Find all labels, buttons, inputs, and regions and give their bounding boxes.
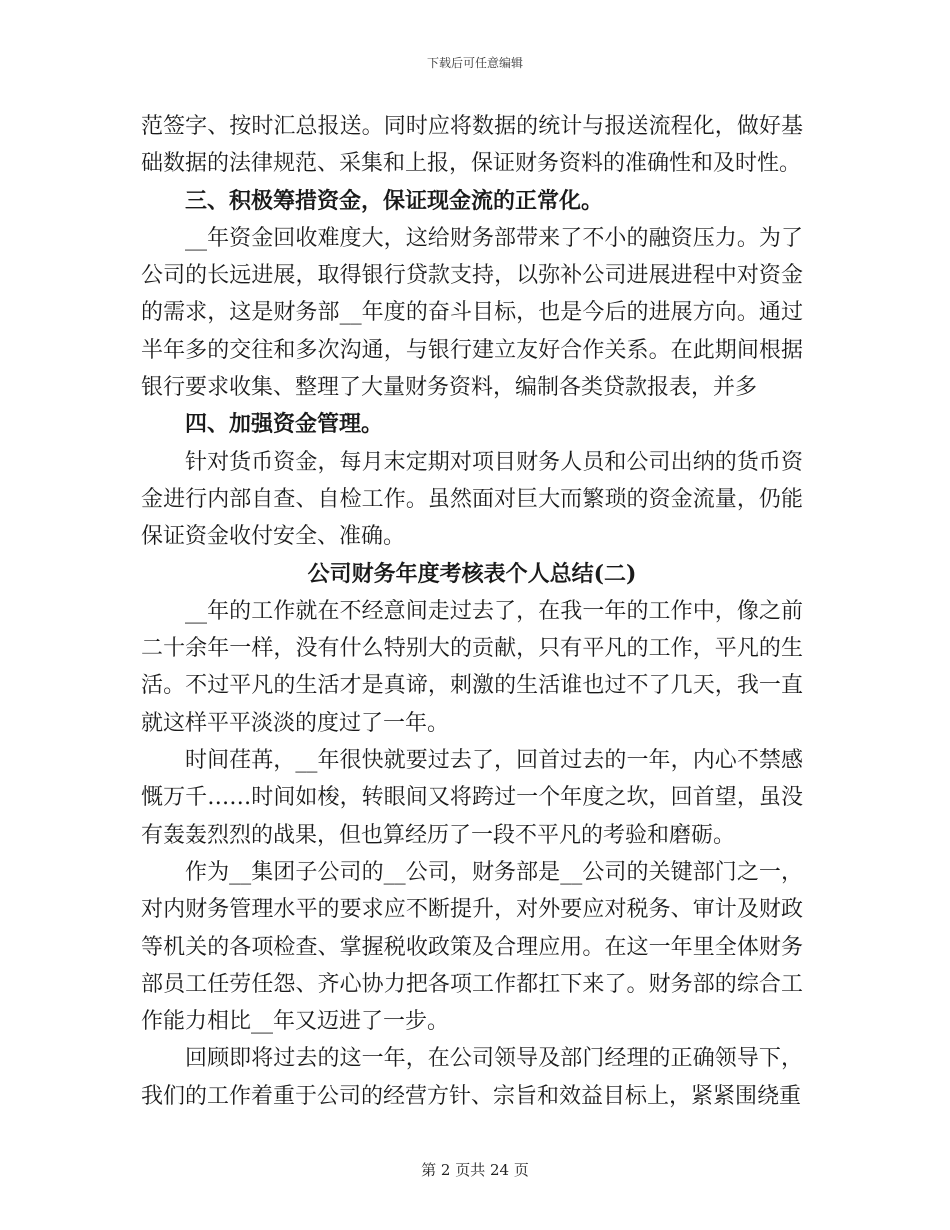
paragraph-department-role: 作为__集团子公司的__公司，财务部是__公司的关键部门之一，对内财务管理水平的要求应不断提升，对外要应对税务、审计及财政等机关的各项检查、掌握税收政策及合理应用。在这一年里全体财务部员工任劳任怨、齐心协力把各项工作都扛下来了。财务部的综合工作能力相比__年又迈进了一步。	[141, 859, 803, 1035]
page-header: 下载后可任意编辑	[426, 56, 523, 70]
article-title: 公司财务年度考核表个人总结(二)	[307, 560, 637, 587]
paragraph-review: 回顾即将过去的这一年，在公司领导及部门经理的正确领导下，我们的工作着重于公司的经营方针、宗旨和效益目标上，紧紧围绕重	[141, 1046, 803, 1109]
section-heading-4: 四、加强资金管理。	[185, 411, 384, 438]
page-number: 第 2 页共 24 页	[421, 1161, 529, 1179]
paragraph-funding: __年资金回收难度大，这给财务部带来了不小的融资压力。为了公司的长远进展，取得银行贷款支持，以弥补公司进展进程中对资金的需求，这是财务部__年度的奋斗目标，也是今后的进展方向。通过半年多的交往和多次沟通，与银行建立友好合作关系。在此期间根据银行要求收集、整理了大量财务资料，编制各类贷款报表，并多	[141, 225, 803, 401]
paragraph-time-flies: 时间荏苒，__年很快就要过去了，回首过去的一年，内心不禁感慨万千……时间如梭，转眼间又将跨过一个年度之坎，回首望，虽没有轰轰烈烈的战果，但也算经历了一段不平凡的考验和磨砺。	[141, 748, 803, 848]
paragraph-year-work: __年的工作就在不经意间走过去了，在我一年的工作中，像之前二十余年一样，没有什么特别大的贡献，只有平凡的工作，平凡的生活。不过平凡的生活才是真谛，刺激的生活谁也过不了几天，我一直就这样平平淡淡的度过了一年。	[141, 598, 803, 736]
paragraph-cash-management: 针对货币资金，每月末定期对项目财务人员和公司出纳的货币资金进行内部自查、自检工作。虽然面对巨大而繁琐的资金流量，仍能保证资金收付安全、准确。	[141, 449, 803, 550]
document-body	[141, 108, 803, 1115]
paragraph-continuation: 范签字、按时汇总报送。同时应将数据的统计与报送流程化，做好基础数据的法律规范、采集和上报，保证财务资料的准确性和及时性。	[141, 114, 803, 177]
section-heading-3: 三、积极筹措资金，保证现金流的正常化。	[185, 187, 604, 214]
